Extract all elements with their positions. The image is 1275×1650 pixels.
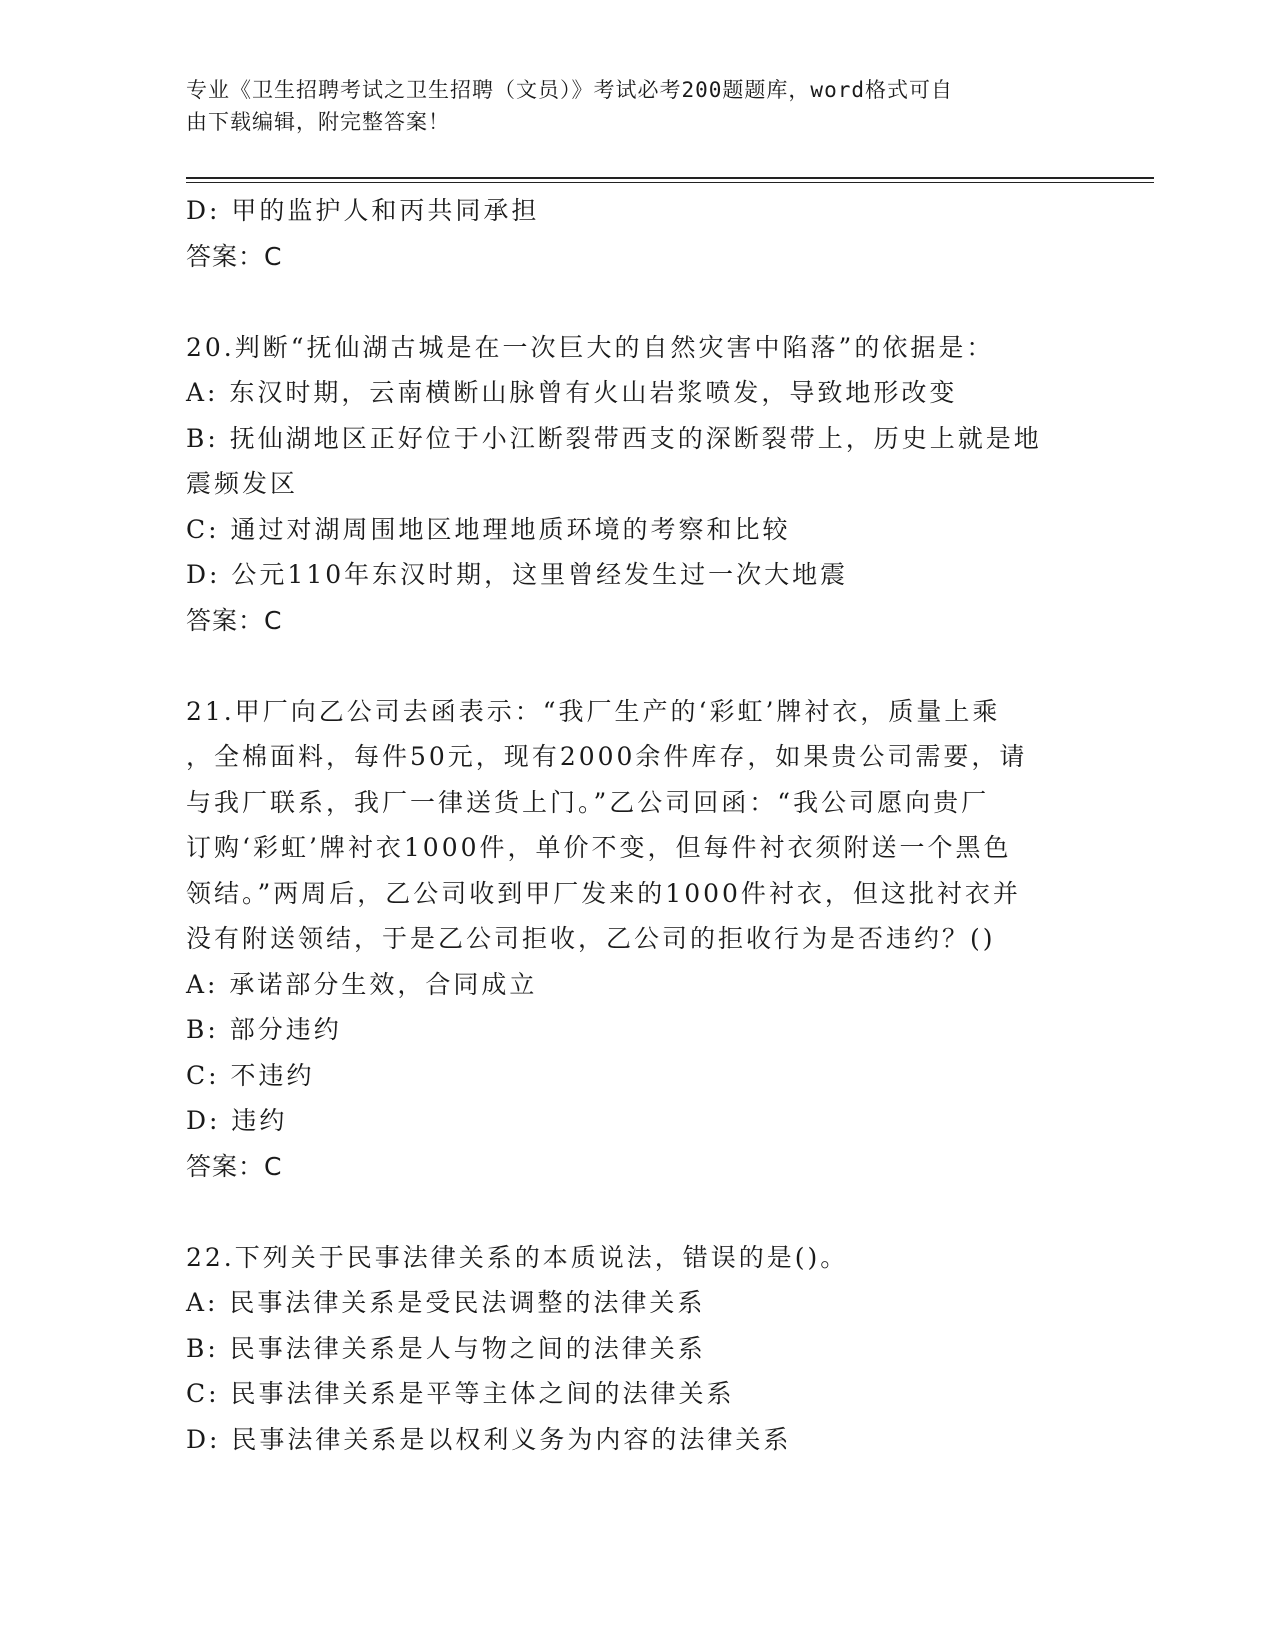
header-line-2: 由下载编辑，附完整答案！ (186, 110, 450, 134)
header-divider-thin (186, 182, 1154, 183)
answer-line: 答案：C (186, 605, 283, 635)
option-b: B: 抚仙湖地区正好位于小江断裂带西支的深断裂带上，历史上就是地 (186, 423, 1042, 453)
question-20 (186, 325, 1086, 644)
question-stem-line-3: 与我厂联系，我厂一律送货上门。”乙公司回函：“我公司愿向贵厂 (186, 787, 990, 817)
question-stem: 22.下列关于民事法律关系的本质说法，错误的是()。 (186, 1242, 849, 1272)
option-a: A: 民事法律关系是受民法调整的法律关系 (186, 1288, 706, 1317)
option-a: A: 承诺部分生效，合同成立 (186, 969, 538, 999)
question-stem: 20.判断“抚仙湖古城是在一次巨大的自然灾害中陷落”的依据是： (186, 332, 995, 362)
question-prev (186, 188, 1086, 279)
header-divider-thick (186, 177, 1154, 179)
spacer (186, 1189, 1086, 1235)
option-b: B: 部分违约 (186, 1015, 342, 1044)
option-c: C: 民事法律关系是平等主体之间的法律关系 (186, 1379, 735, 1408)
option-b: B: 民事法律关系是人与物之间的法律关系 (186, 1333, 706, 1363)
spacer (186, 643, 1086, 689)
question-stem-line-4: 订购‘彩虹’牌衬衣1000件，单价不变，但每件衬衣须附送一个黑色 (186, 833, 1012, 862)
option-d: D: 违约 (186, 1106, 288, 1135)
question-stem-line-2: ，全棉面料，每件50元，现有2000余件库存，如果贵公司需要，请 (186, 742, 1028, 771)
question-stem-line-5: 领结。”两周后，乙公司收到甲厂发来的1000件衬衣，但这批衬衣并 (186, 878, 1021, 908)
question-stem-line-1: 21.甲厂向乙公司去函表示：“我厂生产的‘彩虹’牌衬衣，质量上乘 (186, 696, 1001, 726)
option-c: C: 通过对湖周围地区地理地质环境的考察和比较 (186, 514, 791, 544)
question-list (186, 188, 1086, 1462)
option-c: C: 不违约 (186, 1060, 315, 1090)
spacer (186, 279, 1086, 325)
answer-line: 答案：C (186, 1151, 283, 1181)
answer-line: 答案：C (186, 241, 283, 271)
page-header (186, 74, 1086, 138)
question-21 (186, 689, 1086, 1190)
question-22 (186, 1235, 1086, 1463)
question-stem-line-6: 没有附送领结，于是乙公司拒收，乙公司的拒收行为是否违约？() (186, 924, 996, 953)
option-d: D: 公元110年东汉时期，这里曾经发生过一次大地震 (186, 560, 849, 589)
option-d: D: 民事法律关系是以权利义务为内容的法律关系 (186, 1424, 792, 1454)
option-b-continued: 震频发区 (186, 469, 299, 498)
option-d: D: 甲的监护人和丙共同承担 (186, 196, 540, 225)
header-line-1: 专业《卫生招聘考试之卫生招聘（文员）》考试必考200题题库，word格式可自 (186, 78, 953, 102)
option-a: A: 东汉时期，云南横断山脉曾有火山岩浆喷发，导致地形改变 (186, 378, 958, 407)
